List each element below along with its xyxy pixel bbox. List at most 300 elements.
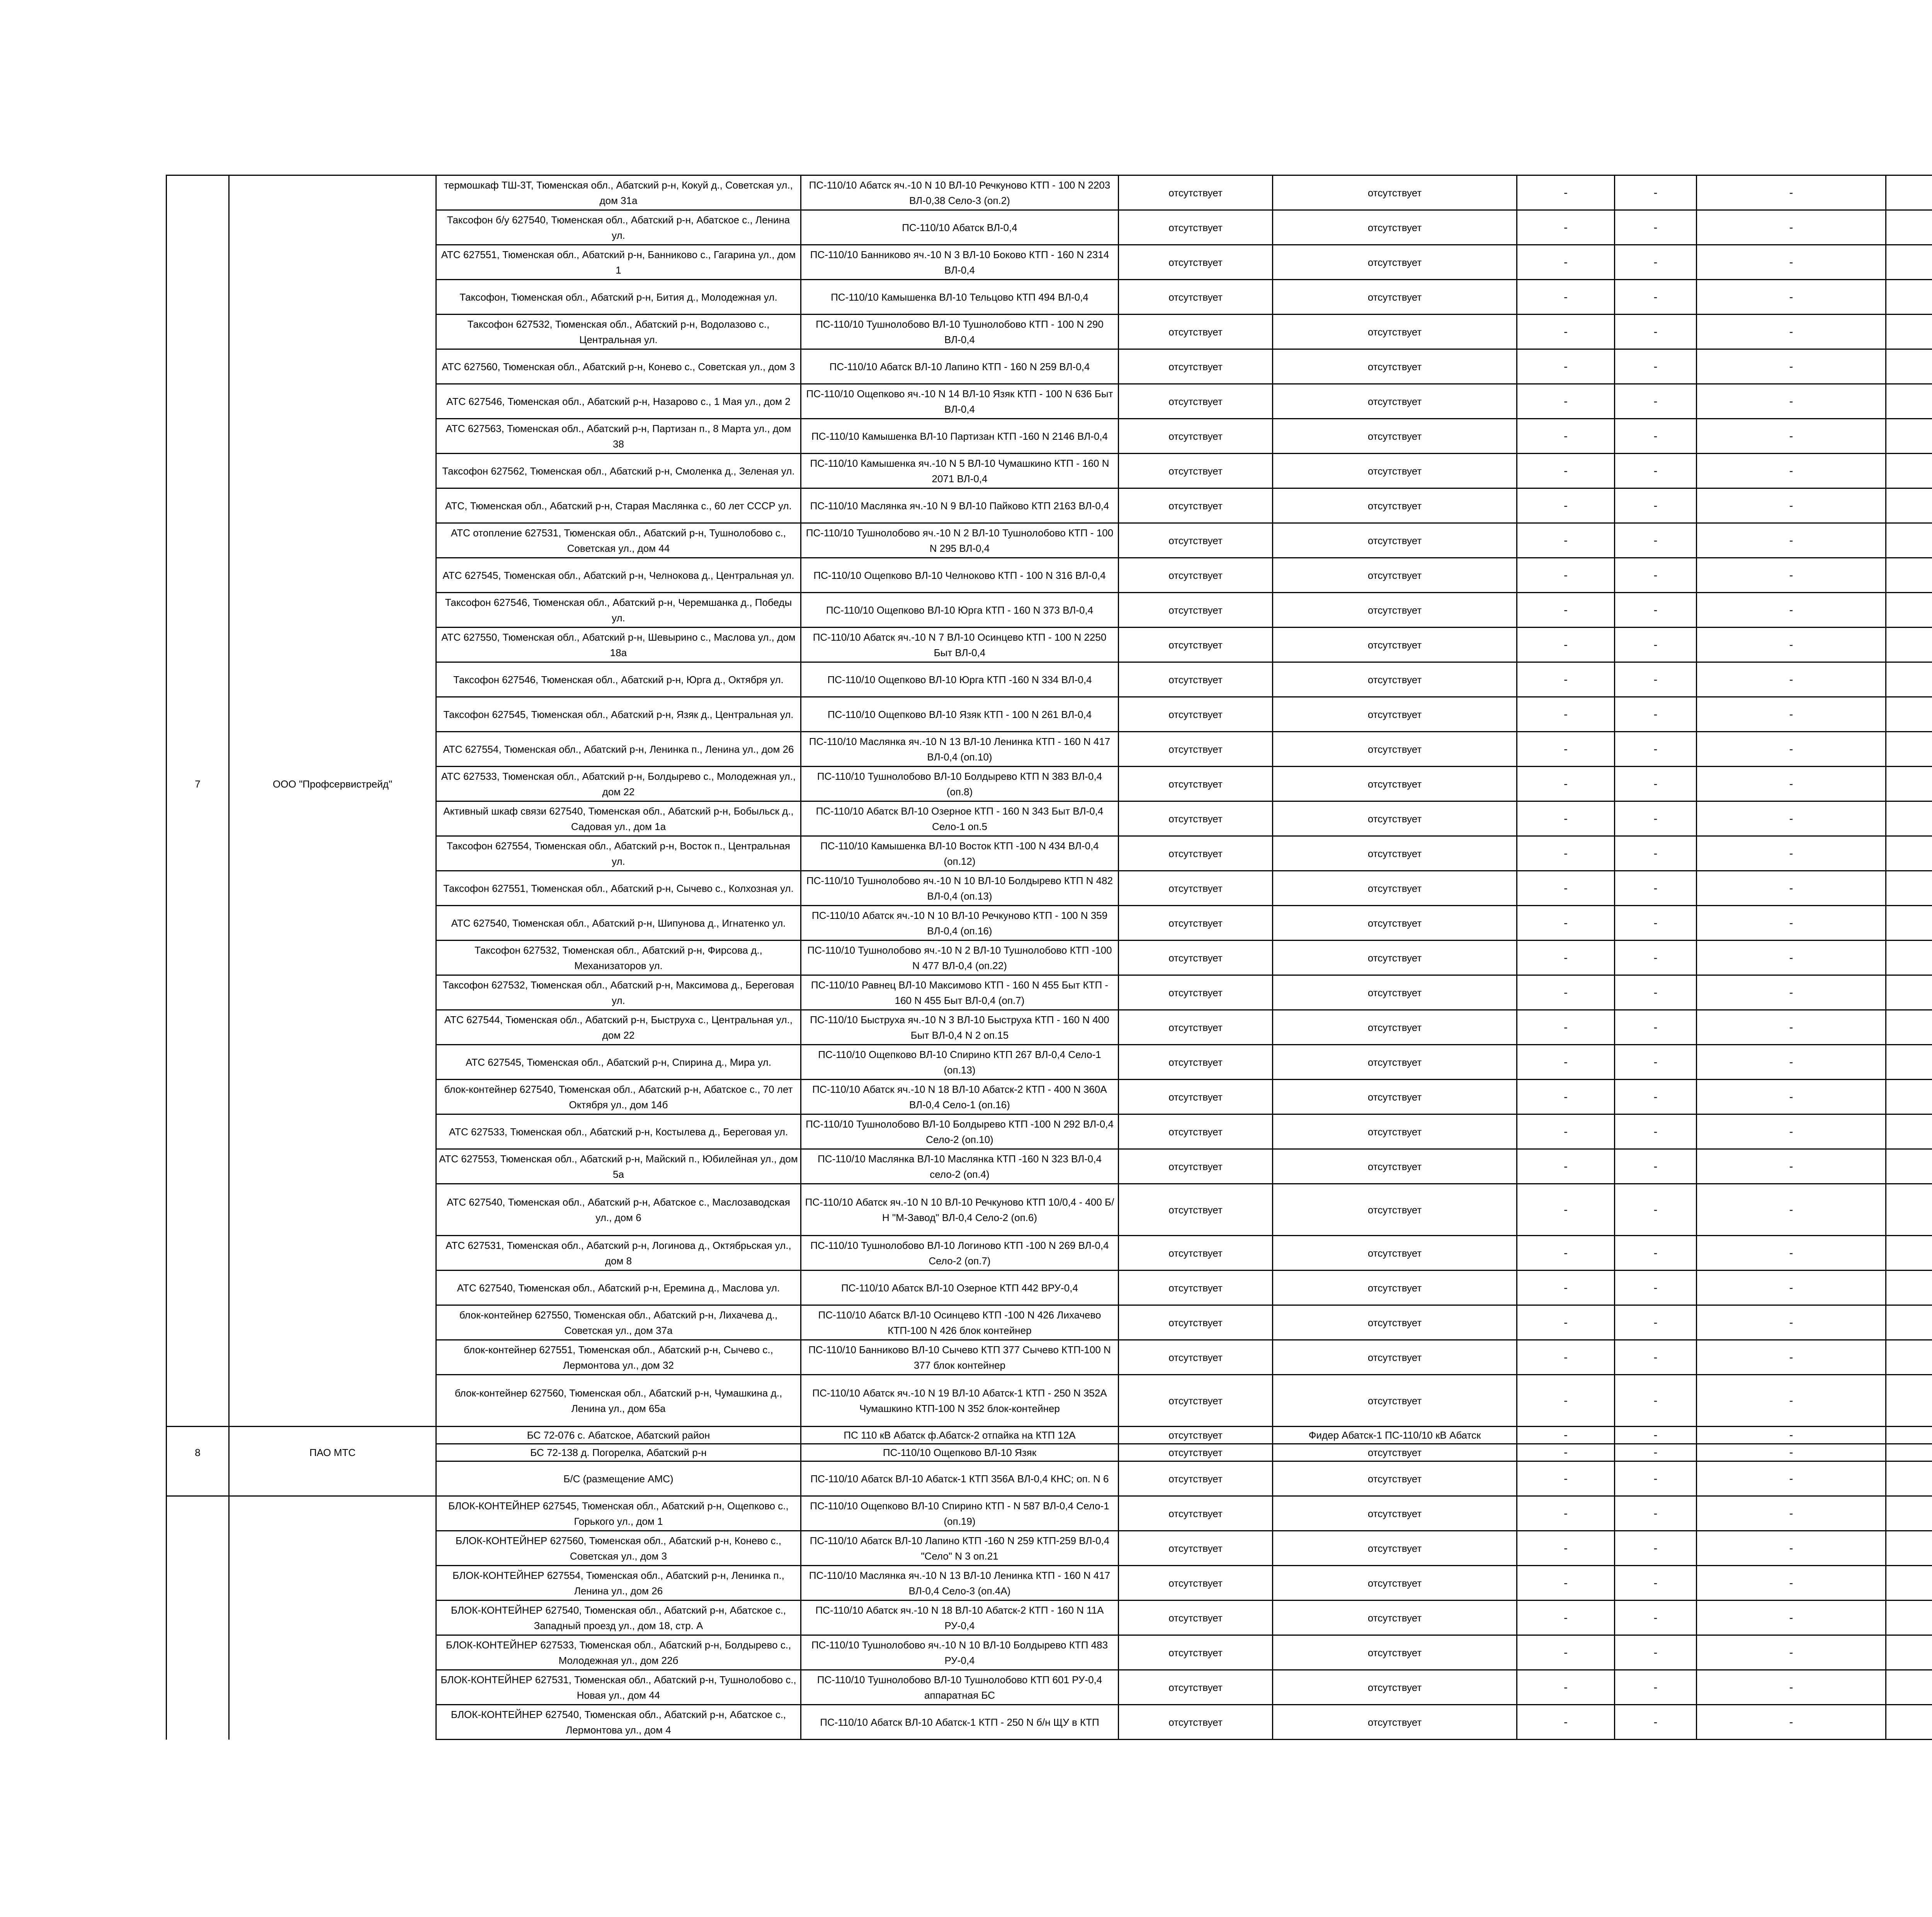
dash-cell: - <box>1615 280 1697 315</box>
dash-cell: - <box>1697 697 1886 732</box>
dash-cell <box>1886 662 1932 697</box>
dash-cell: - <box>1517 454 1615 488</box>
status-cell: отсутствует <box>1119 384 1273 419</box>
dash-cell <box>1886 871 1932 906</box>
address-cell: АТС 627545, Тюменская обл., Абатский р-н, Спирина д., Мира ул. <box>436 1045 801 1080</box>
dash-cell: - <box>1517 1670 1615 1705</box>
organization-cell <box>229 628 436 662</box>
dash-cell: - <box>1517 384 1615 419</box>
feeder-cell: отсутствует <box>1273 1045 1517 1080</box>
supply-line-cell: ПС-110/10 Абатск яч.-10 N 18 ВЛ-10 Абатск-2 КТП - 400 N 360А ВЛ-0,4 Село-1 (оп.16) <box>801 1080 1119 1114</box>
address-cell: АТС 627563, Тюменская обл., Абатский р-н, Партизан п., 8 Марта ул., дом 38 <box>436 419 801 454</box>
row-number-cell <box>167 1045 229 1080</box>
organization-cell <box>229 1566 436 1601</box>
table-row <box>167 1184 1932 1236</box>
address-cell: АТС 627545, Тюменская обл., Абатский р-н, Челнокова д., Центральная ул. <box>436 558 801 593</box>
table-row <box>167 975 1932 1010</box>
row-number-cell <box>167 906 229 941</box>
address-cell: АТС 627533, Тюменская обл., Абатский р-н, Костылева д., Береговая ул. <box>436 1114 801 1149</box>
address-cell: АТС отопление 627531, Тюменская обл., Абатский р-н, Тушнолобово с., Советская ул., дом 44 <box>436 523 801 558</box>
organization-cell <box>229 801 436 836</box>
row-number-cell <box>167 1149 229 1184</box>
dash-cell: - <box>1615 558 1697 593</box>
feeder-cell: отсутствует <box>1273 1271 1517 1305</box>
supply-line-cell: ПС-110/10 Маслянка ВЛ-10 Маслянка КТП -160 N 323 ВЛ-0,4 село-2 (оп.4) <box>801 1149 1119 1184</box>
organization-cell <box>229 454 436 488</box>
dash-cell: - <box>1697 1271 1886 1305</box>
dash-cell: - <box>1697 1236 1886 1271</box>
dash-cell: - <box>1615 1635 1697 1670</box>
supply-line-cell: ПС-110/10 Ощепково яч.-10 N 14 ВЛ-10 Язяк КТП - 100 N 636 Быт ВЛ-0,4 <box>801 384 1119 419</box>
feeder-cell: отсутствует <box>1273 1444 1517 1461</box>
dash-cell: - <box>1697 975 1886 1010</box>
dash-cell: - <box>1517 1236 1615 1271</box>
dash-cell: - <box>1517 1184 1615 1236</box>
status-cell: отсутствует <box>1119 523 1273 558</box>
table-row <box>167 767 1932 801</box>
table-row <box>167 1444 1932 1461</box>
organization-cell <box>229 349 436 384</box>
dash-cell: - <box>1517 523 1615 558</box>
dash-cell: - <box>1615 1427 1697 1444</box>
feeder-cell: отсутствует <box>1273 1670 1517 1705</box>
dash-cell: - <box>1615 419 1697 454</box>
table-row <box>167 1427 1932 1444</box>
dash-cell: - <box>1517 1271 1615 1305</box>
dash-cell: - <box>1517 836 1615 871</box>
dash-cell: - <box>1517 662 1615 697</box>
feeder-cell: отсутствует <box>1273 315 1517 349</box>
feeder-cell: отсутствует <box>1273 906 1517 941</box>
dash-cell <box>1886 523 1932 558</box>
dash-cell: - <box>1697 1601 1886 1635</box>
dash-cell: - <box>1615 628 1697 662</box>
dash-cell: - <box>1697 1670 1886 1705</box>
dash-cell <box>1886 488 1932 523</box>
address-cell: Активный шкаф связи 627540, Тюменская обл., Абатский р-н, Бобыльск д., Садовая ул., дом 1а <box>436 801 801 836</box>
address-cell: АТС 627540, Тюменская обл., Абатский р-н, Еремина д., Маслова ул. <box>436 1271 801 1305</box>
organization-cell <box>229 558 436 593</box>
dash-cell: - <box>1615 1461 1697 1496</box>
dash-cell <box>1886 1375 1932 1427</box>
address-cell: АТС 627554, Тюменская обл., Абатский р-н, Ленинка п., Ленина ул., дом 26 <box>436 732 801 767</box>
dash-cell: - <box>1517 1340 1615 1375</box>
row-number-cell <box>167 975 229 1010</box>
dash-cell: - <box>1697 1444 1886 1461</box>
dash-cell: - <box>1697 523 1886 558</box>
row-number-cell <box>167 1496 229 1531</box>
table-row <box>167 349 1932 384</box>
status-cell: отсутствует <box>1119 836 1273 871</box>
supply-line-cell: ПС-110/10 Маслянка яч.-10 N 13 ВЛ-10 Ленинка КТП - 160 N 417 ВЛ-0,4 (оп.10) <box>801 732 1119 767</box>
row-number-cell <box>167 697 229 732</box>
row-number-cell <box>167 1114 229 1149</box>
table-row <box>167 210 1932 245</box>
row-number-cell <box>167 871 229 906</box>
row-number-cell <box>167 384 229 419</box>
dash-cell: - <box>1697 836 1886 871</box>
address-cell: БС 72-138 д. Погорелка, Абатский р-н <box>436 1444 801 1461</box>
status-cell: отсутствует <box>1119 732 1273 767</box>
dash-cell: - <box>1615 1375 1697 1427</box>
status-cell: отсутствует <box>1119 906 1273 941</box>
dash-cell: - <box>1517 801 1615 836</box>
table-row <box>167 593 1932 628</box>
dash-cell: - <box>1697 767 1886 801</box>
organization-cell <box>229 1427 436 1444</box>
dash-cell: - <box>1697 419 1886 454</box>
organization-cell <box>229 210 436 245</box>
dash-cell <box>1886 975 1932 1010</box>
status-cell: отсутствует <box>1119 1149 1273 1184</box>
dash-cell: - <box>1517 1635 1615 1670</box>
supply-line-cell: ПС-110/10 Абатск ВЛ-10 Абатск-1 КТП - 250 N б/н ЩУ в КТП <box>801 1705 1119 1740</box>
dash-cell: - <box>1615 1444 1697 1461</box>
table-row <box>167 1670 1932 1705</box>
status-cell: отсутствует <box>1119 1236 1273 1271</box>
dash-cell: - <box>1517 1149 1615 1184</box>
table-row <box>167 1149 1932 1184</box>
supply-line-cell: ПС-110/10 Маслянка яч.-10 N 9 ВЛ-10 Пайково КТП 2163 ВЛ-0,4 <box>801 488 1119 523</box>
table-row <box>167 1114 1932 1149</box>
table-row <box>167 384 1932 419</box>
dash-cell: - <box>1697 801 1886 836</box>
feeder-cell: отсутствует <box>1273 1010 1517 1045</box>
status-cell: отсутствует <box>1119 1427 1273 1444</box>
feeder-cell: отсутствует <box>1273 1305 1517 1340</box>
dash-cell: - <box>1615 662 1697 697</box>
dash-cell: - <box>1615 523 1697 558</box>
address-cell: БЛОК-КОНТЕЙНЕР 627533, Тюменская обл., Абатский р-н, Болдырево с., Молодежная ул., дом 22б <box>436 1635 801 1670</box>
dash-cell: - <box>1697 1340 1886 1375</box>
feeder-cell: отсутствует <box>1273 767 1517 801</box>
status-cell: отсутствует <box>1119 628 1273 662</box>
address-cell: БЛОК-КОНТЕЙНЕР 627554, Тюменская обл., Абатский р-н, Ленинка п., Ленина ул., дом 26 <box>436 1566 801 1601</box>
dash-cell: - <box>1697 906 1886 941</box>
supply-line-cell: ПС-110/10 Тушнолобово ВЛ-10 Логиново КТП -100 N 269 ВЛ-0,4 Село-2 (оп.7) <box>801 1236 1119 1271</box>
supply-line-cell: ПС-110/10 Абатск ВЛ-10 Осинцево КТП -100 N 426 Лихачево КТП-100 N 426 блок контейнер <box>801 1305 1119 1340</box>
table-row <box>167 1375 1932 1427</box>
status-cell: отсутствует <box>1119 1010 1273 1045</box>
dash-cell: - <box>1517 1444 1615 1461</box>
dash-cell <box>1886 1531 1932 1566</box>
dash-cell: - <box>1615 245 1697 280</box>
row-number-cell <box>167 593 229 628</box>
dash-cell: - <box>1615 732 1697 767</box>
feeder-cell: отсутствует <box>1273 975 1517 1010</box>
address-cell: БЛОК-КОНТЕЙНЕР 627545, Тюменская обл., Абатский р-н, Ощепково с., Горького ул., дом 1 <box>436 1496 801 1531</box>
dash-cell <box>1886 1114 1932 1149</box>
dash-cell: - <box>1517 1010 1615 1045</box>
status-cell: отсутствует <box>1119 1705 1273 1740</box>
organization-cell <box>229 1149 436 1184</box>
supply-line-cell: ПС-110/10 Тушнолобово ВЛ-10 Болдырево КТП N 383 ВЛ-0,4 (оп.8) <box>801 767 1119 801</box>
organization-cell <box>229 941 436 975</box>
supply-line-cell: ПС-110/10 Ощепково ВЛ-10 Спирино КТП - N 587 ВЛ-0,4 Село-1 (оп.19) <box>801 1496 1119 1531</box>
feeder-cell: отсутствует <box>1273 1375 1517 1427</box>
row-number-cell <box>167 1635 229 1670</box>
address-cell: Таксофон б/у 627540, Тюменская обл., Абатский р-н, Абатское с., Ленина ул. <box>436 210 801 245</box>
dash-cell <box>1886 1601 1932 1635</box>
table-row <box>167 1635 1932 1670</box>
feeder-cell: отсутствует <box>1273 628 1517 662</box>
row-number-cell <box>167 1271 229 1305</box>
dash-cell: - <box>1517 1427 1615 1444</box>
dash-cell <box>1886 1184 1932 1236</box>
table-row <box>167 488 1932 523</box>
dash-cell: - <box>1697 1705 1886 1740</box>
organization-cell <box>229 523 436 558</box>
organization-cell <box>229 1635 436 1670</box>
dash-cell: - <box>1697 1566 1886 1601</box>
feeder-cell: отсутствует <box>1273 941 1517 975</box>
row-number-cell: 8 <box>167 1444 229 1461</box>
dash-cell: - <box>1697 1010 1886 1045</box>
dash-cell: - <box>1615 384 1697 419</box>
row-number-cell: 7 <box>167 767 229 801</box>
row-number-cell <box>167 1010 229 1045</box>
status-cell: отсутствует <box>1119 801 1273 836</box>
organization-cell: ООО "Профсервистрейд" <box>229 767 436 801</box>
data-sheet <box>166 175 1932 1747</box>
row-number-cell <box>167 941 229 975</box>
status-cell: отсутствует <box>1119 1444 1273 1461</box>
dash-cell <box>1886 1705 1932 1740</box>
supply-line-cell: ПС-110/10 Банниково ВЛ-10 Сычево КТП 377 Сычево КТП-100 N 377 блок контейнер <box>801 1340 1119 1375</box>
organization-cell <box>229 488 436 523</box>
organization-cell <box>229 280 436 315</box>
status-cell: отсутствует <box>1119 1184 1273 1236</box>
status-cell: отсутствует <box>1119 1566 1273 1601</box>
row-number-cell <box>167 1236 229 1271</box>
dash-cell <box>1886 1045 1932 1080</box>
address-cell: Таксофон 627532, Тюменская обл., Абатский р-н, Фирсова д., Механизаторов ул. <box>436 941 801 975</box>
organization-cell <box>229 419 436 454</box>
dash-cell: - <box>1697 488 1886 523</box>
dash-cell: - <box>1697 1461 1886 1496</box>
supply-line-cell: ПС-110/10 Абатск яч.-10 N 18 ВЛ-10 Абатск-2 КТП - 160 N 11А РУ-0,4 <box>801 1601 1119 1635</box>
dash-cell <box>1886 1670 1932 1705</box>
organization-cell <box>229 1670 436 1705</box>
organization-cell <box>229 1114 436 1149</box>
row-number-cell <box>167 419 229 454</box>
address-cell: Таксофон 627545, Тюменская обл., Абатский р-н, Язяк д., Центральная ул. <box>436 697 801 732</box>
feeder-cell: отсутствует <box>1273 210 1517 245</box>
dash-cell: - <box>1615 871 1697 906</box>
address-cell: АТС 627550, Тюменская обл., Абатский р-н, Шевырино с., Маслова ул., дом 18а <box>436 628 801 662</box>
supply-line-cell: ПС-110/10 Тушнолобово ВЛ-10 Тушнолобово КТП 601 РУ-0,4 аппаратная БС <box>801 1670 1119 1705</box>
dash-cell: - <box>1615 1705 1697 1740</box>
supply-line-cell: ПС-110/10 Тушнолобово яч.-10 N 2 ВЛ-10 Тушнолобово КТП -100 N 477 ВЛ-0,4 (оп.22) <box>801 941 1119 975</box>
supply-line-cell: ПС-110/10 Ощепково ВЛ-10 Юрга КТП -160 N 334 ВЛ-0,4 <box>801 662 1119 697</box>
dash-cell: - <box>1697 1045 1886 1080</box>
dash-cell: - <box>1517 1496 1615 1531</box>
address-cell: АТС 627533, Тюменская обл., Абатский р-н, Болдырево с., Молодежная ул., дом 22 <box>436 767 801 801</box>
organization-cell <box>229 1271 436 1305</box>
address-cell: БС 72-076 с. Абатское, Абатский район <box>436 1427 801 1444</box>
dash-cell: - <box>1517 732 1615 767</box>
status-cell: отсутствует <box>1119 1045 1273 1080</box>
dash-cell: - <box>1697 1305 1886 1340</box>
row-number-cell <box>167 1670 229 1705</box>
dash-cell: - <box>1615 1271 1697 1305</box>
supply-line-cell: ПС-110/10 Камышенка яч.-10 N 5 ВЛ-10 Чумашкино КТП - 160 N 2071 ВЛ-0,4 <box>801 454 1119 488</box>
dash-cell: - <box>1615 1601 1697 1635</box>
dash-cell: - <box>1697 871 1886 906</box>
dash-cell: - <box>1517 767 1615 801</box>
dash-cell <box>1886 836 1932 871</box>
dash-cell: - <box>1697 175 1886 210</box>
table-row <box>167 558 1932 593</box>
address-cell: Таксофон 627532, Тюменская обл., Абатский р-н, Максимова д., Береговая ул. <box>436 975 801 1010</box>
row-number-cell <box>167 245 229 280</box>
table-row <box>167 941 1932 975</box>
status-cell: отсутствует <box>1119 941 1273 975</box>
feeder-cell: Фидер Абатск-1 ПС-110/10 кВ Абатск <box>1273 1427 1517 1444</box>
dash-cell: - <box>1615 593 1697 628</box>
supply-line-cell: ПС-110/10 Тушнолобово яч.-10 N 2 ВЛ-10 Тушнолобово КТП - 100 N 295 ВЛ-0,4 <box>801 523 1119 558</box>
dash-cell <box>1886 801 1932 836</box>
dash-cell <box>1886 384 1932 419</box>
dash-cell: - <box>1697 210 1886 245</box>
dash-cell <box>1886 1496 1932 1531</box>
feeder-cell: отсутствует <box>1273 1705 1517 1740</box>
row-number-cell <box>167 280 229 315</box>
dash-cell: - <box>1697 1184 1886 1236</box>
feeder-cell: отсутствует <box>1273 697 1517 732</box>
supply-line-cell: ПС 110 кВ Абатск ф.Абатск-2 отпайка на КТП 12А <box>801 1427 1119 1444</box>
status-cell: отсутствует <box>1119 1271 1273 1305</box>
row-number-cell <box>167 1184 229 1236</box>
dash-cell: - <box>1517 558 1615 593</box>
row-number-cell <box>167 558 229 593</box>
status-cell: отсутствует <box>1119 558 1273 593</box>
dash-cell <box>1886 1010 1932 1045</box>
dash-cell <box>1886 593 1932 628</box>
status-cell: отсутствует <box>1119 1375 1273 1427</box>
status-cell: отсутствует <box>1119 593 1273 628</box>
dash-cell <box>1886 1427 1932 1444</box>
feeder-cell: отсутствует <box>1273 175 1517 210</box>
supply-line-cell: ПС-110/10 Абатск ВЛ-0,4 <box>801 210 1119 245</box>
dash-cell <box>1886 1444 1932 1461</box>
supply-line-cell: ПС-110/10 Тушнолобово яч.-10 N 10 ВЛ-10 Болдырево КТП 483 РУ-0,4 <box>801 1635 1119 1670</box>
dash-cell: - <box>1615 210 1697 245</box>
address-cell: Таксофон 627554, Тюменская обл., Абатский р-н, Восток п., Центральная ул. <box>436 836 801 871</box>
dash-cell: - <box>1697 1114 1886 1149</box>
organization-cell <box>229 662 436 697</box>
row-number-cell <box>167 349 229 384</box>
address-cell: блок-контейнер 627540, Тюменская обл., Абатский р-н, Абатское с., 70 лет Октября ул., дом 14б <box>436 1080 801 1114</box>
status-cell: отсутствует <box>1119 697 1273 732</box>
status-cell: отсутствует <box>1119 1531 1273 1566</box>
dash-cell: - <box>1517 315 1615 349</box>
feeder-cell: отсутствует <box>1273 1566 1517 1601</box>
address-cell: АТС 627551, Тюменская обл., Абатский р-н, Банниково с., Гагарина ул., дом 1 <box>436 245 801 280</box>
dash-cell: - <box>1615 975 1697 1010</box>
supply-line-cell: ПС-110/10 Ощепково ВЛ-10 Спирино КТП 267 ВЛ-0,4 Село-1 (оп.13) <box>801 1045 1119 1080</box>
dash-cell <box>1886 941 1932 975</box>
table-row <box>167 245 1932 280</box>
dash-cell: - <box>1615 1045 1697 1080</box>
row-number-cell <box>167 175 229 210</box>
feeder-cell: отсутствует <box>1273 523 1517 558</box>
dash-cell: - <box>1697 558 1886 593</box>
dash-cell: - <box>1697 315 1886 349</box>
feeder-cell: отсутствует <box>1273 1635 1517 1670</box>
dash-cell <box>1886 210 1932 245</box>
status-cell: отсутствует <box>1119 1461 1273 1496</box>
supply-line-cell: ПС-110/10 Абатск яч.-10 N 10 ВЛ-10 Речкуново КТП - 100 N 359 ВЛ-0,4 (оп.16) <box>801 906 1119 941</box>
dash-cell: - <box>1517 1601 1615 1635</box>
table-row <box>167 419 1932 454</box>
address-cell: БЛОК-КОНТЕЙНЕР 627540, Тюменская обл., Абатский р-н, Абатское с., Западный проезд ул., дом 18, стр. А <box>436 1601 801 1635</box>
dash-cell: - <box>1517 1045 1615 1080</box>
status-cell: отсутствует <box>1119 1670 1273 1705</box>
dash-cell: - <box>1517 593 1615 628</box>
dash-cell <box>1886 280 1932 315</box>
dash-cell <box>1886 245 1932 280</box>
dash-cell <box>1886 1635 1932 1670</box>
row-number-cell <box>167 801 229 836</box>
dash-cell: - <box>1615 941 1697 975</box>
dash-cell <box>1886 767 1932 801</box>
dash-cell <box>1886 419 1932 454</box>
feeder-cell: отсутствует <box>1273 801 1517 836</box>
dash-cell: - <box>1615 488 1697 523</box>
row-number-cell <box>167 523 229 558</box>
table-row <box>167 1010 1932 1045</box>
address-cell: Таксофон 627546, Тюменская обл., Абатский р-н, Черемшанка д., Победы ул. <box>436 593 801 628</box>
dash-cell <box>1886 1566 1932 1601</box>
dash-cell: - <box>1615 1184 1697 1236</box>
row-number-cell <box>167 1305 229 1340</box>
supply-line-cell: ПС-110/10 Маслянка яч.-10 N 13 ВЛ-10 Ленинка КТП - 160 N 417 ВЛ-0,4 Село-3 (оп.4А) <box>801 1566 1119 1601</box>
dash-cell <box>1886 1461 1932 1496</box>
status-cell: отсутствует <box>1119 1635 1273 1670</box>
row-number-cell <box>167 1566 229 1601</box>
table-row <box>167 1271 1932 1305</box>
supply-line-cell: ПС-110/10 Быструха яч.-10 N 3 ВЛ-10 Быструха КТП - 160 N 400 Быт ВЛ-0,4 N 2 оп.15 <box>801 1010 1119 1045</box>
organization-cell <box>229 175 436 210</box>
dash-cell: - <box>1697 628 1886 662</box>
dash-cell: - <box>1615 454 1697 488</box>
organization-cell <box>229 593 436 628</box>
table-row <box>167 1236 1932 1271</box>
feeder-cell: отсутствует <box>1273 593 1517 628</box>
row-number-cell <box>167 628 229 662</box>
dash-cell: - <box>1615 1566 1697 1601</box>
table-row <box>167 280 1932 315</box>
table-row <box>167 523 1932 558</box>
dash-cell: - <box>1615 1010 1697 1045</box>
dash-cell: - <box>1517 941 1615 975</box>
dash-cell: - <box>1517 1566 1615 1601</box>
feeder-cell: отсутствует <box>1273 1149 1517 1184</box>
dash-cell: - <box>1615 1340 1697 1375</box>
supply-line-cell: ПС-110/10 Камышенка ВЛ-10 Тельцово КТП 494 ВЛ-0,4 <box>801 280 1119 315</box>
address-cell: АТС 627544, Тюменская обл., Абатский р-н, Быструха с., Центральная ул., дом 22 <box>436 1010 801 1045</box>
address-cell: АТС 627553, Тюменская обл., Абатский р-н, Майский п., Юбилейная ул., дом 5а <box>436 1149 801 1184</box>
organization-cell <box>229 871 436 906</box>
organization-cell <box>229 1305 436 1340</box>
organization-cell <box>229 906 436 941</box>
supply-line-cell: ПС-110/10 Камышенка ВЛ-10 Восток КТП -100 N 434 ВЛ-0,4 (оп.12) <box>801 836 1119 871</box>
organization-cell <box>229 1461 436 1496</box>
organization-cell: ПАО МТС <box>229 1444 436 1461</box>
dash-cell: - <box>1697 593 1886 628</box>
dash-cell: - <box>1517 419 1615 454</box>
